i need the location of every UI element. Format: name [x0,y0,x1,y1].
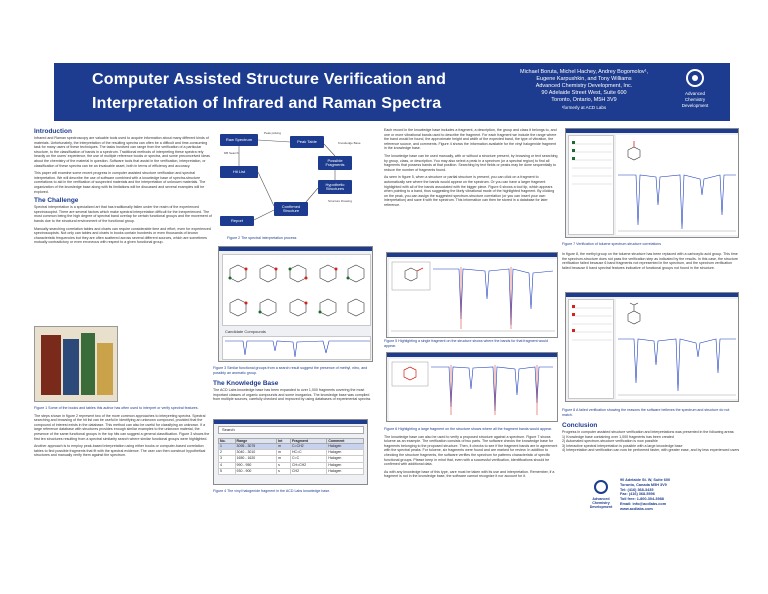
book-2 [63,339,79,395]
contact-line-7[interactable]: www.acdlabs.com [620,506,653,511]
kb-table-row[interactable] [219,468,364,474]
kb-table-cell: s [277,468,291,474]
label-knowledge-base: Knowledge Base [338,141,361,145]
kb-table-header-cell[interactable]: Range [235,439,277,444]
authors-2: Eugene Karpushkin, and Tony Williams [536,76,632,82]
column-3 [384,128,558,211]
contact-line-2: Toronto, Canada M5H 3V9 [620,482,667,487]
figure-1-books [34,326,118,402]
kb-table-cell: m [277,450,291,456]
contact-logo-2: Chemistry [592,501,610,505]
kb-table-header-cell[interactable]: Int [277,439,291,444]
challenge-heading: The Challenge [34,197,79,205]
figure-7-spectrum [616,135,738,235]
contact-logo-icon [594,480,608,494]
col4-paragraph-1: In figure 8, the methyl group on the toluene structure has been replaced with a carboxylic acid group. This time the spectrum-structure does not pass the verification step as indicated by the results. In this case, the structure verification failed because 6 band fragments not represented in the spectrum, and the spectrum verification failed because 6 band spectral features indicative of functional groups not found in the structure. [562,252,738,270]
col3-paragraph-4: The knowledge base can also be used to verify a proposed structure against a spectrum. Figure 7 shows toluene as an example. The verification consists of two parts. The software checks the knowledge base for fragments belonging to the proposed structure. Then, it checks to see if the fragment bands are in agreement with the spectral peaks. For toluene, six fragments were found and are marked for review. In addition to checking the structure fragments, the software verifies the spectrum for patterns characteristic of specific functional groups. Please keep in mind that, even with a successful verification, identifications should be confirmed with additional data. [384,434,558,467]
kb-table-header-cell[interactable]: Comment [327,439,364,444]
acd-logo [670,69,720,115]
conclusion-intro: Progress in computer assisted structure verification and interpretations was presented in the following areas: [562,430,735,434]
kb-table-cell: 5 [219,468,236,474]
kb-table-cell: Halogen [327,456,364,462]
book-1 [41,335,61,395]
kb-table-cell: s [277,462,291,468]
logo-line-1: Advanced [684,91,705,96]
figure-3-spectrum [222,336,371,360]
kb-table-cell: C=C [291,456,327,462]
kb-table-cell: CH2 [291,468,327,474]
authors: Michael Boruta, Michel Hachey, Andrey Bogomolov¹, [520,69,648,75]
kb-table-cell: 3 [219,456,236,462]
kb-table-cell: m [277,444,291,450]
figure-8-titlebar [566,293,738,297]
author-block [509,69,659,111]
figure-7-plot [616,135,738,235]
kb-table-cell: CH=CH2 [291,462,327,468]
col3-paragraph-2: The knowledge base can be used manually, with or without a structure present, by browsing or text searching by group, class, or description. You may also select a peak in a spectrum (or a spectral region) to find all fragments that possess bands at that position. Searching by text fields or peaks may be done sequentially to reduce the number of fragments found. [384,153,558,172]
figure-6-titlebar [387,353,557,357]
kb-table-cell: Halogen [327,450,364,456]
kb-table-cell: 2 [219,450,236,456]
col3-paragraph-5: As with any knowledge base of this type, care must be taken with its use and interpretation. Remember, if a fragment is not in the knowledge base, the software cannot recognize it nor account for it. [384,469,555,479]
label-peak-picking: Peak picking [264,131,282,135]
contact-line-4: Fax: (416) 368-5596 [620,492,655,497]
kb-table-cell: 3095 - 3075 [235,444,277,450]
footnote: ¹formerly at ACD Labs [561,105,607,110]
intro-paragraph-2: This paper will examine some recent progress in computer assisted structure verification and spectral interpretation. We will describe the use of software combined with a knowledge base of spectra-structure correlations to aid in the verification of suspected materials and the interpretation of unknown materials. The organization of the knowledge base along with its limitations will be discussed and several examples will be explored. [34,171,206,194]
figure-5-spectrum [389,259,557,337]
column-1 [34,128,212,248]
contact-line-3: Tel: (416) 368-3435 [620,487,654,492]
label-db-search: DB Search [224,151,239,155]
kb-table-header-cell[interactable]: No. [219,439,236,444]
node-raw-spectrum: Raw Spectrum [220,134,258,146]
figure-5-caption: Figure 5 Highlighting a single fragment on the structure shows where the bands for that fragment would appear. [384,339,549,348]
figure-6-spectrum [389,359,557,421]
kb-heading: The Knowledge Base [213,380,279,387]
figure-1-caption: Figure 1 Some of the books and tables this author has often used to interpret or verify spectral features. [34,406,199,410]
figure-2-flowchart [218,128,373,233]
kb-table-cell: Halogen [327,468,364,474]
figure-8-window [565,292,739,402]
figure-8-caption: Figure 8 A failed verification showing the reasons the software believes the spectrum and structure do not match. [562,408,730,417]
figure-5-window [386,252,558,338]
figure-3-spectrum-trace [223,337,372,361]
figure-3-window [218,246,373,362]
column-4-text [562,252,740,273]
acd-logo-icon [686,69,704,87]
figure-5-titlebar [387,253,557,257]
node-hit-list: Hit List [220,166,258,178]
figure-6-window [386,352,558,422]
kb-table-cell: HC=C [291,450,327,456]
candidate-label: Candidate Compounds [225,329,266,334]
kb-section [213,380,373,405]
kb-table-cell: Halogen [327,462,364,468]
kb-table [218,438,364,475]
kb-table-cell: 930 - 900 [235,468,277,474]
contact-logo-3: Development [589,505,613,509]
logo-line-2: Chemistry [684,97,706,102]
col3-paragraph-3: As seen in figure 5, when a structure or partial structure is present, you can click on a fragment to automatically see where the bands would appear on the spectrum. Or you can have a larger fragment highlighted with all of the bands associated with the bigger piece. Figure 6 shows a tool tip, which appears when pointing to a band, thus suggesting the likely vibrational mode of the highlighted fragment. By clicking on the peak, you can assign the suggested spectrum-structure correlation (or you can insert your own interpretation) and save it with the spectrum. This information can then be stored in a database for later reference. [384,175,555,207]
figure-4-window [213,419,368,485]
figure-8-result-list [568,299,614,399]
challenge-paragraph-1: Spectral interpretation is a specialized art that has traditionally fallen under the realm of the experienced spectroscopist. There are several factors which make spectral interpretation difficult for the inexperienced. The most common being the high degree of spectral band overlap for certain functional groups and the movement of bands due to the structural environment of the functional group. [34,205,212,223]
address: 90 Adelaide Street West, Suite 600 [541,90,627,96]
kb-table-cell: 1650 - 1620 [235,456,277,462]
col3-paragraph-1: Each record in the knowledge base includes a fragment, a description, the group and class it belongs to, and one or more vibrational bands used to describe the fragment. For each fragment we include the range where the band would be found, the approximate height and width of the expected band, the type of vibration, the reference source, and comments. Figure 4 shows the information available for the vinyl halogenide fragment in the knowledge base. [384,128,557,151]
kb-table-cell: 1 [219,444,236,450]
figure-3-caption: Figure 3 Similar functional groups from a search result suggest the presence of methyl, nitro, and possibly an aromatic group. [213,366,368,375]
figure-8-spectrum [616,299,738,399]
figure-2-caption: Figure 2 The spectral interpretation process [227,236,297,240]
kb-table-cell: m [277,456,291,462]
title-line-2: Interpretation of Infrared and Raman Spectra [92,95,442,112]
contact-line-1: 90 Adelaide St. W, Suite 600 [620,478,671,482]
figure-4-titlebar [214,420,367,424]
figure-4-caption: Figure 4 The vinyl halogenide fragment in the ACD Labs knowledge base. [213,489,331,493]
node-possible-fragments: Possible Fragments [318,156,352,170]
approach-paragraph-2: Another approach is to employ peak-based interpretation using either books or computer-based correlation tables to find possible fragments that fit with the spectral evidence. The user can then construct hypothetical structures and manually verify them against the spectrum. [34,444,206,458]
book-3 [81,333,95,395]
conclusion-section [562,422,740,453]
figure-3-structures [222,254,371,326]
contact-logo-1: Advanced [592,497,610,501]
column-3-lower [384,427,558,482]
figure-3-titlebar [219,247,372,251]
node-hypothetic-structures: Hypothetic Structures [318,180,352,194]
conclusion-heading: Conclusion [562,422,598,429]
figure-7-window [565,128,739,238]
figure-7-caption: Figure 7 Verification of toluene spectrum-structure correlations [562,242,662,246]
node-confirmed-structure: Confirmed Structure [274,202,308,216]
logo-line-3: Development [681,103,709,108]
node-report: Report [220,216,254,226]
kb-search-box[interactable]: Search [218,426,364,434]
contact-block [588,478,738,528]
intro-heading: Introduction [34,128,72,135]
contact-line-5: Toll free: 1-800-304-3988 [620,497,664,502]
intro-paragraph-1: Infrared and Raman spectroscopy are valuable tools used to acquire information about many different kinds of materials. Unfortunately, the interpretation of the resulting spectra can often be a difficult and time-consuming task for many users of these techniques. The tasks involved can range from the verification of a particular structure, to the classification of bands in a spectrum. Traditional methods of interpreting these spectra rely heavily on the users' experience, the use of multiple reference books or spectra, and some preconceived ideas about the chemistry of the material in question. Software tools that assist in the verification, interpretation, or classification of these spectra can be an invaluable asset, both in terms of efficiency and accuracy. [34,136,210,168]
title-line-1: Computer Assisted Structure Verification and [92,71,447,88]
figure-5-plot [389,259,557,337]
kb-table-cell: 3040 - 3010 [235,450,277,456]
approach-paragraph-1: The steps shown in figure 2 represent two of the more common approaches to interpreting spectra. Spectral searching and browsing of the hit list can be useful in identifying an unknown compound, provided that the compound of interest exists in the database. This method can also be useful for classifying an unknown. If a large reference database with structures provides enough similar examples to the unknown material, the presence of the same functional groups in the top hits can suggest a general classification. Figure 3 shows the first ten structures resulting from a spectral similarity search where similar functional groups were highlighted. [34,413,210,441]
figure-8-list-lines [569,300,615,400]
figure-7-titlebar [566,129,738,133]
kb-table-cell: 4 [219,462,236,468]
label-structure-drawing: Structure Drawing [328,199,353,203]
kb-table-header-cell[interactable]: Fragment [291,439,327,444]
conclusion-item-1: 1) Knowledge base containing over 1,000 fragments has been created [562,434,674,439]
structure-grid [223,255,372,327]
figure-6-caption: Figure 6 Highlighting a large fragment on the structure shows where all the fragment bands would appear. [384,427,553,431]
conclusion-item-4: 4) Interpretation and verification can now be performed faster, with greater ease, and by less experienced users [562,448,740,453]
kb-table-cell: Halogen [327,444,364,450]
book-4 [97,343,113,395]
challenge-paragraph-2: Manually searching correlation tables and charts can require considerable time and effort, even for experienced spectroscopists. Not only can tables and charts in books contain hundreds or even thousands of known characteristic frequencies but they are often scattered across several different sources, which are sometimes mutually contradictory or even erroneous with respect to a given functional group. [34,226,211,245]
figure-8-plot [616,299,738,399]
conclusion-item-3: 3) Interactive spectral interpretation is possible with a large knowledge base [562,443,683,448]
kb-table-cell: C=CH2 [291,444,327,450]
kb-paragraph: The ACD Labs knowledge base has been expanded to over 1,000 fragments covering the most important classes of organic compounds and some inorganics. The knowledge base was compiled from multiple sources, carefully checked and improved by using databases of experimental spectra. [213,388,372,402]
flowchart-arrows [218,128,373,233]
contact-line-6[interactable]: Email: info@acdlabs.com [620,501,667,506]
conclusion-item-2: 2) Automated spectrum-structure verification is now possible [562,439,658,444]
figure-6-plot [389,359,557,421]
figure-7-result-list [568,135,614,235]
node-peak-table: Peak Table [290,136,324,148]
city: Toronto, Ontario, M5H 3V9 [551,97,617,103]
title-banner [54,63,730,121]
contact-logo [588,480,614,520]
column-1-lower [34,406,212,461]
kb-table-cell: 990 - 950 [235,462,277,468]
figure-7-list-lines [569,136,615,236]
company: Advanced Chemistry Development, Inc. [535,83,633,89]
